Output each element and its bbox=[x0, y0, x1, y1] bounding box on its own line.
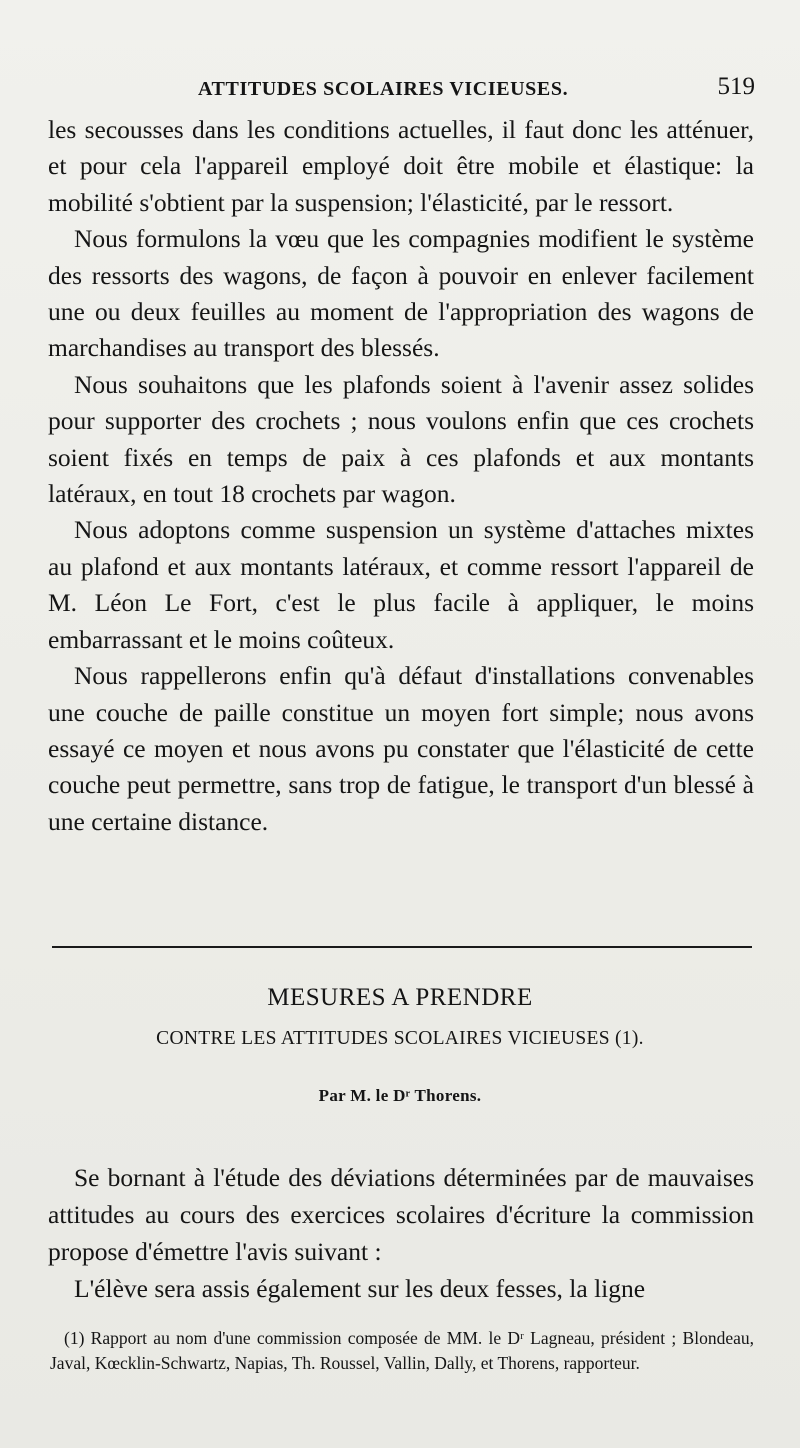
page-header bbox=[50, 70, 755, 104]
paragraph: L'élève sera assis également sur les deux fesses, la ligne bbox=[74, 1274, 646, 1303]
paragraph: Nous souhaitons que les plafonds soient à l'avenir assez solides pour supporter des crochets ; nous voulons enfin que ces crochets soient fixés en temps de paix à ces plafonds et aux montants latéraux, en tout 18 crochets par wagon. bbox=[48, 369, 754, 509]
footnote bbox=[50, 1326, 754, 1376]
running-title: ATTITUDES SCOLAIRES VICIEUSES. bbox=[198, 78, 569, 100]
section-divider bbox=[52, 946, 752, 948]
section-author: Par M. le Dʳ Thorens. bbox=[318, 1086, 482, 1105]
footnote-text: (1) Rapport au nom d'une commission composée de MM. le Dʳ Lagneau, président ; Blondeau, Javal, Kœcklin-Schwartz, Napias, Th. Roussel, Vallin, Dally, et Thorens, rapporteur. bbox=[50, 1328, 754, 1373]
page-number: 519 bbox=[717, 73, 755, 100]
section-text-block bbox=[48, 1159, 754, 1307]
paragraph: les secousses dans les conditions actuelles, il faut donc les atténuer, et pour cela l'appareil employé doit être mobile et élastique: la mobilité s'obtient par la suspension; l'élasticité, par le ressort. bbox=[48, 115, 754, 217]
paragraph: Nous formulons la vœu que les compagnies modifient le système des ressorts des wagons, de façon à pouvoir en enlever facilement une ou deux feuilles au moment de l'appropriation des wagons de marchandises au transport des blessés. bbox=[48, 224, 754, 363]
section-subtitle: CONTRE LES ATTITUDES SCOLAIRES VICIEUSES (1). bbox=[156, 1028, 644, 1049]
section-title: MESURES A PRENDRE bbox=[267, 984, 533, 1011]
main-text-block bbox=[48, 112, 754, 840]
paragraph: Nous adoptons comme suspension un système d'attaches mixtes au plafond et aux montants latéraux, et comme ressort l'appareil de M. Léon Le Fort, c'est le plus facile à appliquer, le moins embarrassant et le moins coûteux. bbox=[48, 515, 754, 654]
paragraph: Nous rappellerons enfin qu'à défaut d'installations convenables une couche de paille constitue un moyen fort simple; nous avons essayé ce moyen et nous avons pu constater que l'élasticité de cette couche peut permettre, sans trop de fatigue, le transport d'un blessé à une certaine distance. bbox=[48, 661, 754, 836]
paragraph: Se bornant à l'étude des déviations déterminées par de mauvaises attitudes au cours des exercices scolaires d'écriture la commission propose d'émettre l'avis suivant : bbox=[48, 1163, 754, 1266]
